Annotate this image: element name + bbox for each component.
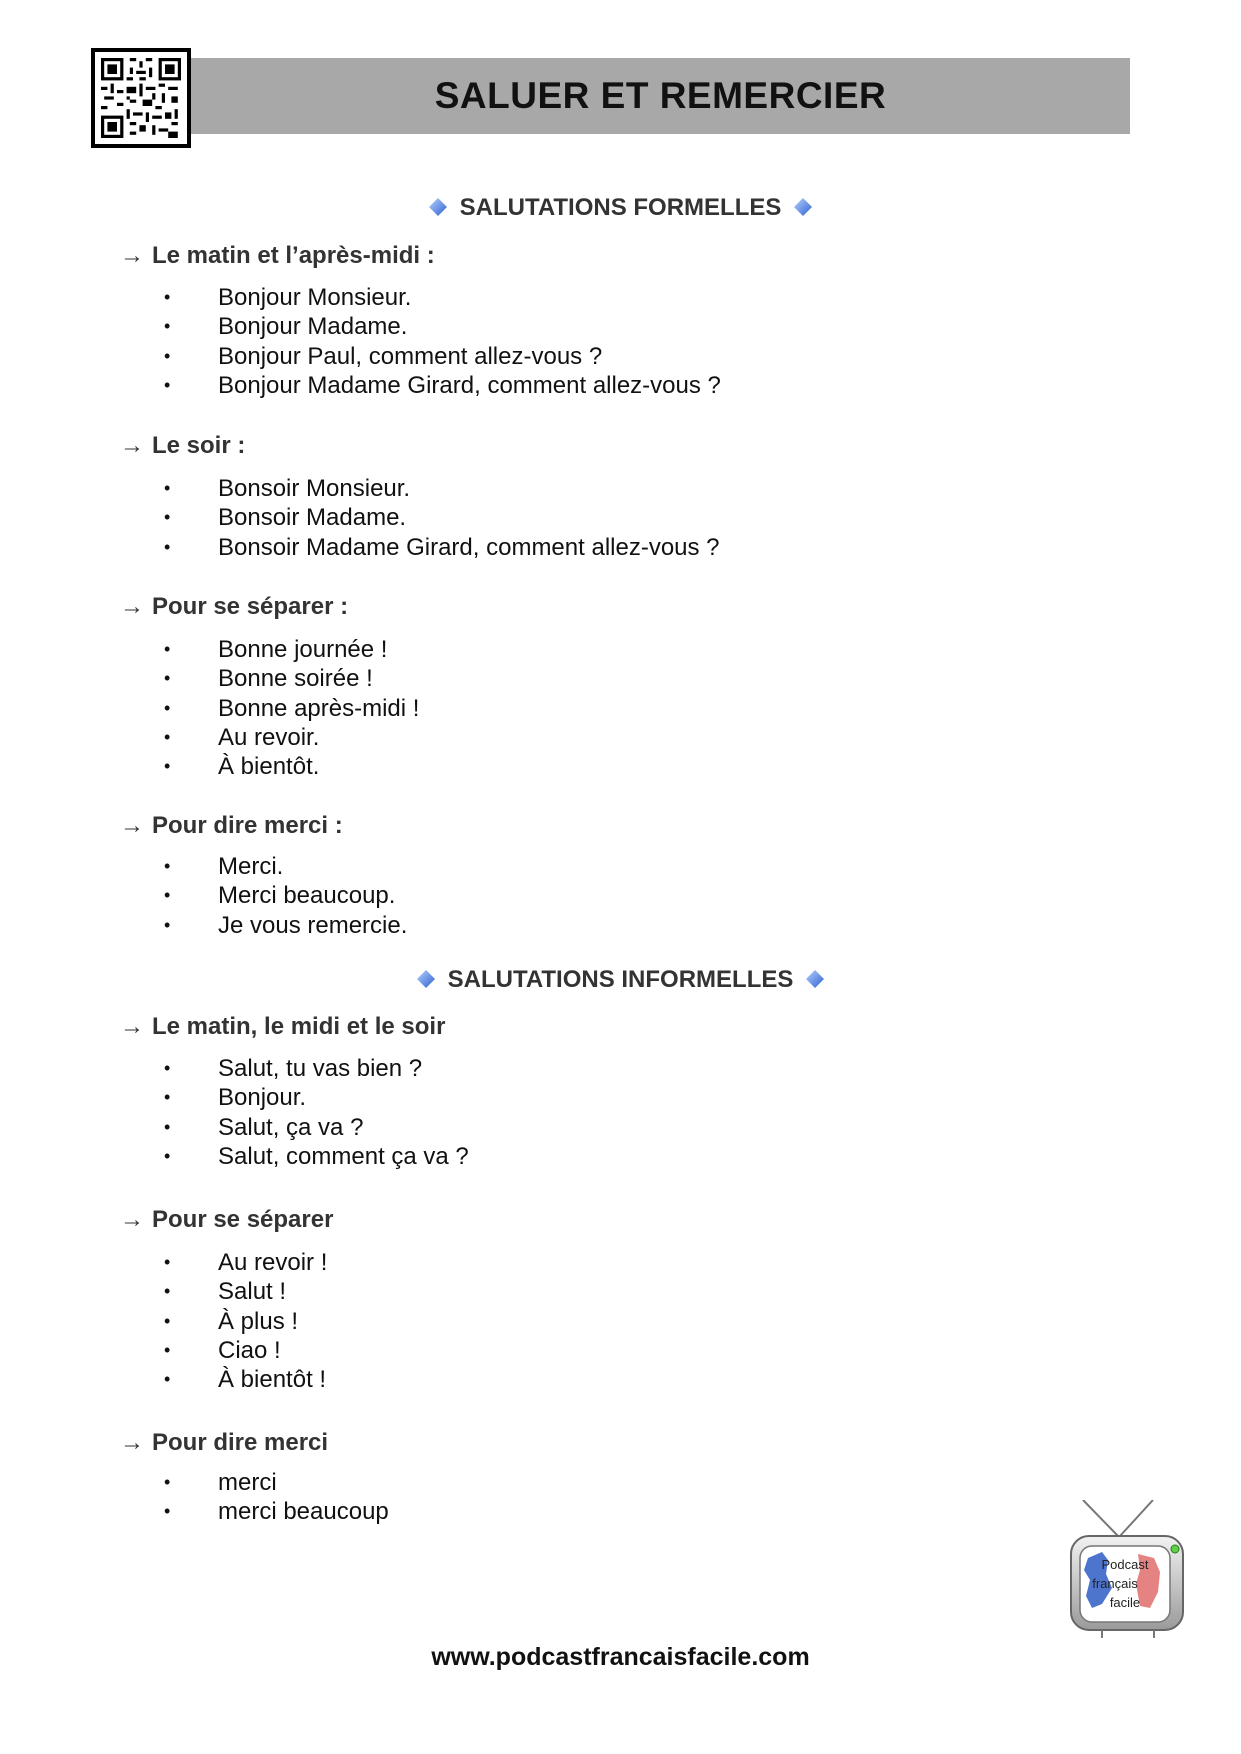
bullet-icon: • bbox=[164, 287, 171, 307]
bullet-icon: • bbox=[164, 1501, 171, 1522]
bullet-icon: • bbox=[164, 856, 171, 876]
blue-diamond-icon bbox=[417, 970, 435, 988]
list-item: • À bientôt. bbox=[164, 753, 320, 781]
list-item: • Bonjour Madame Girard, comment allez-vous ? bbox=[164, 371, 721, 399]
bullet-icon: • bbox=[164, 1252, 171, 1272]
bullet-icon: • bbox=[164, 374, 171, 395]
section-title-text: SALUTATIONS INFORMELLES bbox=[447, 966, 794, 993]
arrow-icon: → bbox=[120, 1429, 144, 1456]
arrow-icon: → bbox=[120, 432, 144, 459]
list-item: • Au revoir. bbox=[164, 723, 320, 751]
list-item: • Bonjour Monsieur. bbox=[164, 284, 412, 311]
list-item: • Au revoir ! bbox=[164, 1249, 328, 1276]
website-url[interactable]: www.podcastfrancaisfacile.com bbox=[431, 1643, 810, 1671]
section-title-formelles bbox=[0, 194, 1241, 222]
bullet-list bbox=[0, 283, 721, 400]
bullet-icon: • bbox=[164, 885, 171, 906]
group-label: → Le matin, le midi et le soir bbox=[120, 1013, 446, 1040]
list-item: • Bonsoir Madame. bbox=[164, 504, 407, 532]
bullet-list bbox=[0, 1248, 327, 1394]
bullet-icon: • bbox=[164, 1087, 171, 1108]
list-item: • merci bbox=[164, 1469, 277, 1496]
bullet-icon: • bbox=[164, 1058, 171, 1078]
bullet-icon: • bbox=[164, 1369, 171, 1390]
bullet-icon: • bbox=[164, 914, 171, 935]
list-item: • Bonsoir Madame Girard, comment allez-vous ? bbox=[164, 533, 720, 561]
bullet-icon: • bbox=[164, 316, 171, 337]
bullet-list bbox=[0, 1054, 469, 1171]
header-band bbox=[191, 58, 1130, 134]
list-item: • Merci beaucoup. bbox=[164, 882, 396, 910]
list-item: • Salut, tu vas bien ? bbox=[164, 1055, 423, 1082]
arrow-icon: → bbox=[120, 812, 144, 839]
group-label: → Le soir : bbox=[120, 432, 246, 459]
list-item: • Salut ! bbox=[164, 1278, 287, 1306]
arrow-icon: → bbox=[120, 593, 144, 620]
bullet-icon: • bbox=[164, 478, 171, 498]
bullet-icon: • bbox=[164, 1281, 171, 1302]
bullet-icon: • bbox=[164, 507, 171, 528]
bullet-list bbox=[0, 852, 407, 940]
bullet-list bbox=[0, 1468, 389, 1527]
bullet-icon: • bbox=[164, 668, 171, 689]
qr-code bbox=[91, 48, 191, 148]
group-label: → Pour dire merci : bbox=[120, 812, 343, 839]
bullet-icon: • bbox=[164, 1310, 171, 1331]
group-label: → Le matin et l’après-midi : bbox=[120, 242, 435, 269]
logo-text-line2: français bbox=[1092, 1576, 1138, 1591]
podcast-logo bbox=[1068, 1500, 1188, 1640]
page-title: SALUER ET REMERCIER bbox=[434, 75, 887, 116]
list-item: • À plus ! bbox=[164, 1307, 299, 1335]
bullet-icon: • bbox=[164, 1472, 171, 1492]
arrow-icon: → bbox=[120, 1013, 144, 1040]
list-item: • Salut, comment ça va ? bbox=[164, 1142, 469, 1170]
list-item: • Bonsoir Monsieur. bbox=[164, 475, 411, 502]
list-item: • Bonjour. bbox=[164, 1084, 307, 1112]
list-item: • Salut, ça va ? bbox=[164, 1113, 364, 1141]
blue-diamond-icon bbox=[806, 970, 824, 988]
list-item: • Bonne après-midi ! bbox=[164, 694, 420, 722]
list-item: • Bonjour Paul, comment allez-vous ? bbox=[164, 342, 603, 370]
arrow-icon: → bbox=[120, 1206, 144, 1233]
bullet-icon: • bbox=[164, 536, 171, 557]
group-label: → Pour se séparer : bbox=[120, 593, 349, 620]
bullet-icon: • bbox=[164, 697, 171, 718]
list-item: • Je vous remercie. bbox=[164, 911, 408, 939]
bullet-icon: • bbox=[164, 1145, 171, 1166]
section-title-text: SALUTATIONS FORMELLES bbox=[459, 194, 782, 221]
logo-text-line1: Podcast bbox=[1101, 1557, 1149, 1572]
group-label: → Pour dire merci bbox=[120, 1429, 329, 1456]
blue-diamond-icon bbox=[429, 198, 447, 216]
bullet-icon: • bbox=[164, 756, 171, 777]
bullet-icon: • bbox=[164, 345, 171, 366]
bullet-icon: • bbox=[164, 639, 171, 659]
list-item: • Bonne soirée ! bbox=[164, 665, 373, 693]
qr-code-icon bbox=[101, 58, 181, 138]
blue-diamond-icon bbox=[794, 198, 812, 216]
bullet-icon: • bbox=[164, 726, 171, 747]
list-item: • Merci. bbox=[164, 853, 284, 880]
tv-logo-icon bbox=[1068, 1500, 1188, 1640]
bullet-list bbox=[0, 635, 419, 781]
section-title-informelles bbox=[0, 966, 1241, 994]
bullet-icon: • bbox=[164, 1339, 171, 1360]
group-label: → Pour se séparer bbox=[120, 1206, 334, 1233]
list-item: • Bonne journée ! bbox=[164, 636, 388, 663]
bullet-list bbox=[0, 474, 720, 562]
list-item: • À bientôt ! bbox=[164, 1366, 327, 1394]
list-item: • merci beaucoup bbox=[164, 1498, 389, 1526]
list-item: • Ciao ! bbox=[164, 1336, 281, 1364]
list-item: • Bonjour Madame. bbox=[164, 313, 408, 341]
logo-text-line3: facile bbox=[1109, 1595, 1141, 1610]
arrow-icon: → bbox=[120, 242, 144, 269]
bullet-icon: • bbox=[164, 1116, 171, 1137]
